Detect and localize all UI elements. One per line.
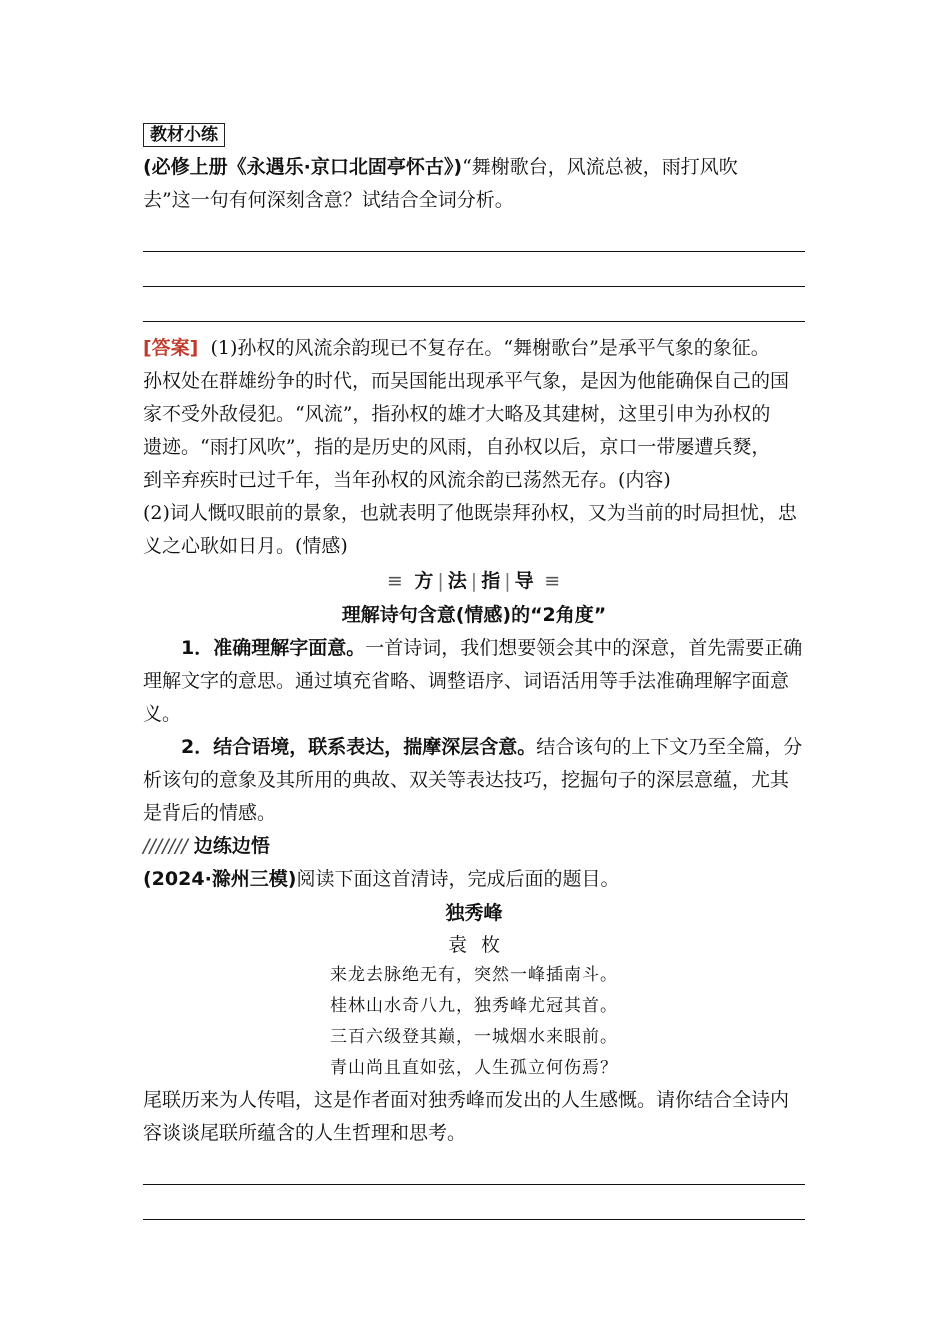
- poem-title: 独秀峰: [445, 902, 503, 924]
- answer-blank-line[interactable]: [143, 1185, 805, 1220]
- answer-line: [143, 332, 805, 365]
- method-point-1: [143, 632, 805, 665]
- question-line: [143, 151, 805, 184]
- method-point-2: [143, 731, 805, 764]
- answer-blank-line[interactable]: [143, 287, 805, 322]
- method-guide-heading: ≡ 方 | 法 | 指 | 导 ≡: [386, 570, 562, 592]
- heading-decoration: ≡: [386, 570, 404, 592]
- method-subtitle: 理解诗句含意(情感)的“2角度”: [341, 604, 607, 626]
- answer-blank-line[interactable]: [143, 1150, 805, 1185]
- method-heading-char: 指: [481, 570, 501, 592]
- point-title: 1．准确理解字面意。: [181, 637, 366, 659]
- method-line: 理解文字的意思。通过填充省略、调整语序、词语活用等手法准确理解字面意: [143, 670, 790, 692]
- answer-line: 孙权处在群雄纷争的时代，而吴国能出现承平气象，是因为他能确保自己的国: [143, 370, 790, 392]
- question-source: (必修上册《永遇乐·京口北固亭怀古》): [143, 156, 463, 178]
- poem-line: 三百六级登其巅，一城烟水来眼前。: [330, 1027, 618, 1047]
- question-text: “舞榭歌台，风流总被，雨打风吹: [462, 156, 738, 178]
- method-line: 析该句的意象及其所用的典故、双关等表达技巧，挖掘句子的深层意蕴，尤其: [143, 769, 790, 791]
- practice-title: 边练边悟: [193, 835, 270, 857]
- point-text: 一首诗词，我们想要领会其中的深意，首先需要正确: [365, 637, 803, 659]
- practice-question: 容谈谈尾联所蕴含的人生哲理和思考。: [143, 1122, 467, 1144]
- answer-line: (2)词人慨叹眼前的景象，也就表明了他既崇拜孙权，又为当前的时局担忧，忠: [143, 502, 797, 524]
- answer-line: 到辛弃疾时已过千年，当年孙权的风流余韵已荡然无存。(内容): [143, 469, 671, 491]
- poem-author: 袁枚: [447, 934, 514, 956]
- heading-decoration: ≡: [544, 570, 562, 592]
- practice-heading: [143, 830, 805, 863]
- practice-source: (2024·滁州三模): [143, 868, 297, 890]
- practice-question: 尾联历来为人传唱，这是作者面对独秀峰而发出的人生感慨。请你结合全诗内: [143, 1089, 790, 1111]
- poem-line: 青山尚且直如弦，人生孤立何伤焉？: [330, 1058, 618, 1078]
- answer-line: 义之心耿如日月。(情感): [143, 535, 348, 557]
- practice-intro: [143, 863, 805, 896]
- answer-line: 遗迹。“雨打风吹”，指的是历史的风雨，自孙权以后，京口一带屡遭兵燹，: [143, 436, 771, 458]
- slash-decoration: ///////: [143, 835, 188, 857]
- method-heading-char: 法: [447, 570, 467, 592]
- point-title: 2．结合语境，联系表达，揣摩深层含意。: [181, 736, 537, 758]
- method-heading-char: 方: [414, 570, 434, 592]
- method-line: 是背后的情感。: [143, 802, 277, 824]
- answer-label: [答案]: [143, 337, 199, 359]
- poem-line: 来龙去脉绝无有，突然一峰插南斗。: [330, 965, 618, 985]
- answer-line: 家不受外敌侵犯。“风流”，指孙权的雄才大略及其建树，这里引申为孙权的: [143, 403, 771, 425]
- document-page: [143, 118, 805, 1220]
- poem-line: 桂林山水奇八九，独秀峰尤冠其首。: [330, 996, 618, 1016]
- textbook-practice-tag: 教材小练: [143, 123, 225, 147]
- section-tag-row: [143, 118, 805, 151]
- answer-blank-line[interactable]: [143, 217, 805, 252]
- question-line: 去”这一句有何深刻含意？试结合全词分析。: [143, 189, 514, 211]
- method-line: 义。: [143, 703, 182, 725]
- practice-intro-text: 阅读下面这首清诗，完成后面的题目。: [296, 868, 620, 890]
- point-text: 结合该句的上下文乃至全篇，分: [536, 736, 803, 758]
- answer-text: (1)孙权的风流余韵现已不复存在。“舞榭歌台”是承平气象的象征。: [210, 337, 770, 359]
- answer-blank-line[interactable]: [143, 252, 805, 287]
- method-heading-char: 导: [514, 570, 534, 592]
